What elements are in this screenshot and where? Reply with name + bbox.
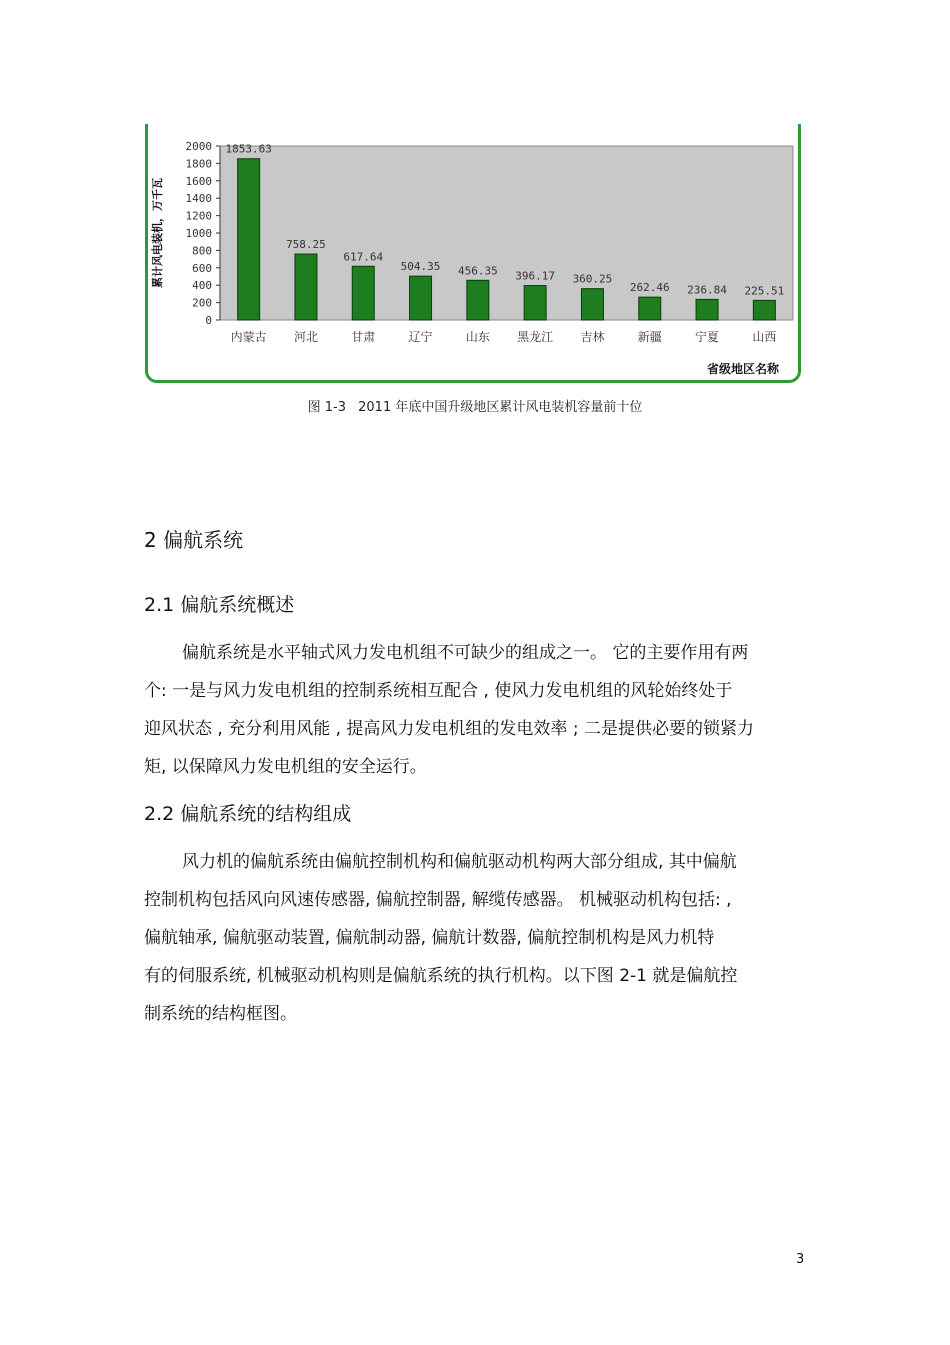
section-2-1-heading: 2.1 偏航系统概述 — [144, 594, 295, 616]
paragraph-line: 控制机构包括风向风速传感器, 偏航控制器, 解缆传感器。 机械驱动机构包括: , — [144, 890, 732, 910]
y-axis-label: 累计风电装机，万千瓦 — [151, 178, 164, 288]
section-2-2-heading: 2.2 偏航系统的结构组成 — [144, 803, 352, 825]
bar — [352, 266, 374, 320]
data-label: 225.51 — [744, 284, 785, 298]
section-2-heading: 2 偏航系统 — [144, 528, 244, 552]
x-tick-label: 山西 — [752, 330, 777, 344]
page-number: 3 — [796, 1252, 805, 1267]
bar — [410, 276, 432, 320]
paragraph-line: 矩, 以保障风力发电机组的安全运行。 — [144, 757, 427, 777]
x-tick-label: 河北 — [293, 330, 318, 344]
paragraph-structure — [144, 843, 804, 1033]
data-label: 360.25 — [572, 272, 613, 286]
y-tick-label: 2000 — [185, 140, 212, 153]
paragraph-line: 偏航轴承, 偏航驱动装置, 偏航制动器, 偏航计数器, 偏航控制机构是风力机特 — [144, 928, 715, 948]
paragraph-overview — [144, 634, 804, 786]
data-label: 504.35 — [400, 260, 441, 274]
x-axis-label: 省级地区名称 — [706, 362, 779, 376]
data-label: 236.84 — [687, 283, 727, 297]
bar — [524, 286, 546, 320]
x-tick-label: 黑龙江 — [517, 330, 554, 344]
caption-text: 2011 年底中国升级地区累计风电装机容量前十位 — [358, 400, 643, 415]
bar-chart — [145, 124, 805, 386]
y-tick-label: 1200 — [185, 209, 212, 223]
y-tick-label: 0 — [205, 314, 212, 327]
paragraph-line: 个: 一是与风力发电机组的控制系统相互配合 , 使风力发电机组的风轮始终处于 — [144, 681, 733, 701]
y-tick-label: 1000 — [185, 227, 212, 240]
paragraph-line: 有的伺服系统, 机械驱动机构则是偏航系统的执行机构。以下图 2-1 就是偏航控 — [144, 966, 738, 986]
x-tick-label: 辽宁 — [408, 330, 433, 344]
data-label: 617.64 — [343, 250, 384, 264]
x-tick-label: 山东 — [465, 330, 490, 344]
x-tick-label: 吉林 — [580, 330, 605, 344]
bar — [696, 299, 718, 320]
paragraph-line: 偏航系统是水平轴式风力发电机组不可缺少的组成之一。 它的主要作用有两 — [182, 643, 749, 663]
bar — [639, 297, 661, 320]
x-tick-label: 宁夏 — [695, 330, 720, 344]
paragraph-line: 迎风状态 , 充分利用风能 , 提高风力发电机组的发电效率 ; 二是提供必要的锁紧力 — [144, 719, 754, 739]
y-tick-label: 600 — [192, 261, 212, 275]
data-label: 758.25 — [286, 238, 326, 252]
y-tick-label: 800 — [192, 244, 212, 258]
y-tick-label: 1400 — [185, 192, 212, 206]
bar — [238, 159, 260, 320]
y-tick-label: 400 — [192, 279, 212, 293]
figure-caption — [0, 396, 950, 415]
y-tick-label: 1600 — [185, 174, 212, 188]
bar — [467, 280, 489, 320]
x-tick-label: 新疆 — [637, 330, 662, 344]
paragraph-line: 制系统的结构框图。 — [144, 1004, 297, 1024]
y-tick-label: 1800 — [185, 157, 212, 171]
bar — [295, 254, 317, 320]
data-label: 396.17 — [515, 269, 556, 283]
y-tick-label: 200 — [192, 296, 212, 310]
x-tick-label: 甘肃 — [351, 330, 376, 344]
bar — [581, 289, 603, 320]
data-label: 1853.63 — [225, 142, 272, 156]
data-label: 456.35 — [457, 264, 498, 278]
x-tick-label: 内蒙古 — [230, 330, 267, 344]
bar — [753, 300, 775, 320]
caption-number: 图 1-3 — [307, 400, 346, 415]
data-label: 262.46 — [629, 281, 670, 295]
paragraph-line: 风力机的偏航系统由偏航控制机构和偏航驱动机构两大部分组成, 其中偏航 — [182, 852, 737, 872]
